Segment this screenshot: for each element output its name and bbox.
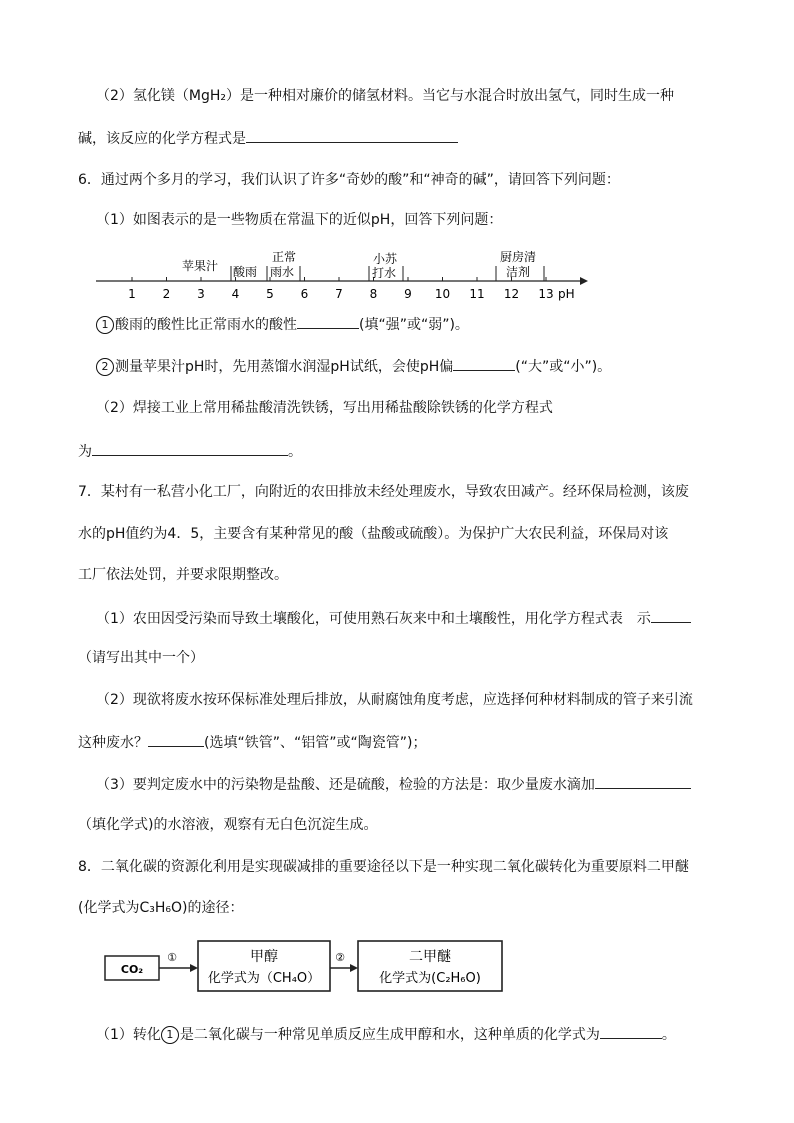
label-acid-rain: 酸雨 [233,265,258,279]
step-2-mark: ② [335,951,345,964]
ph-tick-label: 4 [231,287,240,301]
q5-2-line2 [78,127,458,149]
label-apple-juice: 苹果汁 [182,259,219,273]
q8-line2: (化学式为C₃H₆O)的途径： [78,900,244,916]
q7-sub1 [96,607,691,629]
answer-blank[interactable] [246,127,458,143]
q6-sub2-suffix: 。 [288,444,302,460]
q7-sub2-answer [78,731,426,753]
q7-line2: 水的pH值约为4．5，主要含有某种常见的酸（盐酸或硫酸）。为保护广大农民利益，环保局对该 [78,526,669,542]
q6-item1-text: 酸雨的酸性比正常雨水的酸性 [115,317,297,333]
q8-sub1-text-a: （1）转化 [96,1027,161,1043]
q6-item2-text: 测量苹果汁pH时，先用蒸馏水润湿pH试纸，会使pH偏 [115,359,454,375]
circled-number-1: 1 [96,316,114,334]
q8-sub1 [96,1023,676,1045]
q7-line1: 7．某村有一私营小化工厂，向附近的农田排放未经处理废水，导致农田减产。经环保局检测，该废 [78,484,689,500]
arrow-1-head [190,964,198,972]
q6-item2 [96,355,611,377]
q7-line3: 工厂依法处罚，并要求限期整改。 [78,567,288,583]
co2-conversion-flow-diagram [100,935,520,997]
answer-blank[interactable] [297,313,359,329]
dimethyl-ether-title: 二甲醚 [409,949,451,965]
ph-tick-label: 10 [434,287,451,301]
q5-2-line2-text: 碱，该反应的化学方程式是 [78,131,246,147]
q7-sub1-text: （1）农田因受污染而导致土壤酸化，可使用熟石灰来中和土壤酸性，用化学方程式表 示 [96,611,651,627]
ph-tick-label: 6 [300,287,309,301]
label-baking-soda-2: 打水 [372,266,397,280]
label-normal-rain-2: 雨水 [270,265,295,279]
dimethyl-ether-formula: 化学式为(C₂H₆O) [379,971,481,986]
q7-sub2-hint: (选填“铁管”、“铝管”或“陶瓷管”)； [204,735,427,751]
label-normal-rain-1: 正常 [272,250,297,264]
answer-blank[interactable] [651,607,691,623]
ph-unit-label: pH [558,287,575,301]
ph-tick-label: 9 [404,287,412,301]
q7-sub3-cont: （填化学式)的水溶液，观察有无白色沉淀生成。 [78,817,378,833]
methanol-formula: 化学式为（CH₄O） [207,971,321,986]
label-kitchen-cleaner-2: 洁剂 [506,265,531,279]
q6-sub2-answer [78,440,302,462]
answer-blank[interactable] [600,1023,662,1039]
q7-sub2-prefix: 这种废水？ [78,735,148,751]
q6-item1 [96,313,469,335]
methanol-title: 甲醇 [250,949,278,965]
ph-tick-label: 1 [128,287,136,301]
ph-tick-label: 13 [538,287,554,301]
ph-tick-label: 2 [162,287,171,301]
q6-item1-hint: (填“强”或“弱”)。 [359,317,469,333]
q6-item2-hint: (“大”或“小”)。 [515,359,612,375]
q7-sub2: （2）现欲将废水按环保标准处理后排放，从耐腐蚀角度考虑，应选择何种材料制成的管子来引流 [96,692,693,708]
circled-number-2: 2 [96,358,114,376]
ph-tick-label: 11 [469,287,485,301]
answer-blank[interactable] [148,731,204,747]
ph-tick-label: 12 [503,287,520,301]
q8-sub1-end: 。 [661,1027,676,1043]
label-baking-soda-1: 小苏 [373,252,398,266]
ph-tick-label: 7 [335,287,343,301]
q8-line1: 8．二氧化碳的资源化利用是实现碳减排的重要途径以下是一种实现二氧化碳转化为重要原料二甲醚 [78,859,689,875]
arrow-2-head [350,964,358,972]
answer-blank[interactable] [453,355,515,371]
q6-sub2: （2）焊接工业上常用稀盐酸清洗铁锈，写出用稀盐酸除铁锈的化学方程式 [96,400,553,416]
ph-tick-label: 3 [197,287,205,301]
q7-sub1-note: （请写出其中一个） [78,650,204,666]
q7-sub3-text: （3）要判定废水中的污染物是盐酸、还是硫酸，检验的方法是：取少量废水滴加 [96,777,595,793]
q6-sub1: （1）如图表示的是一些物质在常温下的近似pH，回答下列问题： [96,212,503,228]
step-1-mark: ① [167,951,177,964]
ph-axis-arrow [580,277,588,285]
q8-sub1-text-b: 是二氧化碳与一种常见单质反应生成甲醇和水，这种单质的化学式为 [179,1027,600,1043]
answer-blank[interactable] [92,440,288,456]
co2-box-label: CO₂ [120,963,144,976]
circled-number-1: 1 [161,1026,179,1044]
q6-sub2-prefix: 为 [78,444,92,460]
ph-tick-label: 8 [369,287,378,301]
q5-2-line1: （2）氢化镁（MgH₂）是一种相对廉价的储氢材料。当它与水混合时放出氢气，同时生成一种 [96,88,675,104]
q6-intro: 6．通过两个多月的学习，我们认识了许多“奇妙的酸”和“神奇的碱”，请回答下列问题： [78,172,620,188]
ph-tick-label: 5 [266,287,274,301]
ph-scale-diagram [92,246,592,308]
q7-sub3 [96,773,691,795]
label-kitchen-cleaner-1: 厨房清 [500,250,537,264]
answer-blank[interactable] [595,773,691,789]
